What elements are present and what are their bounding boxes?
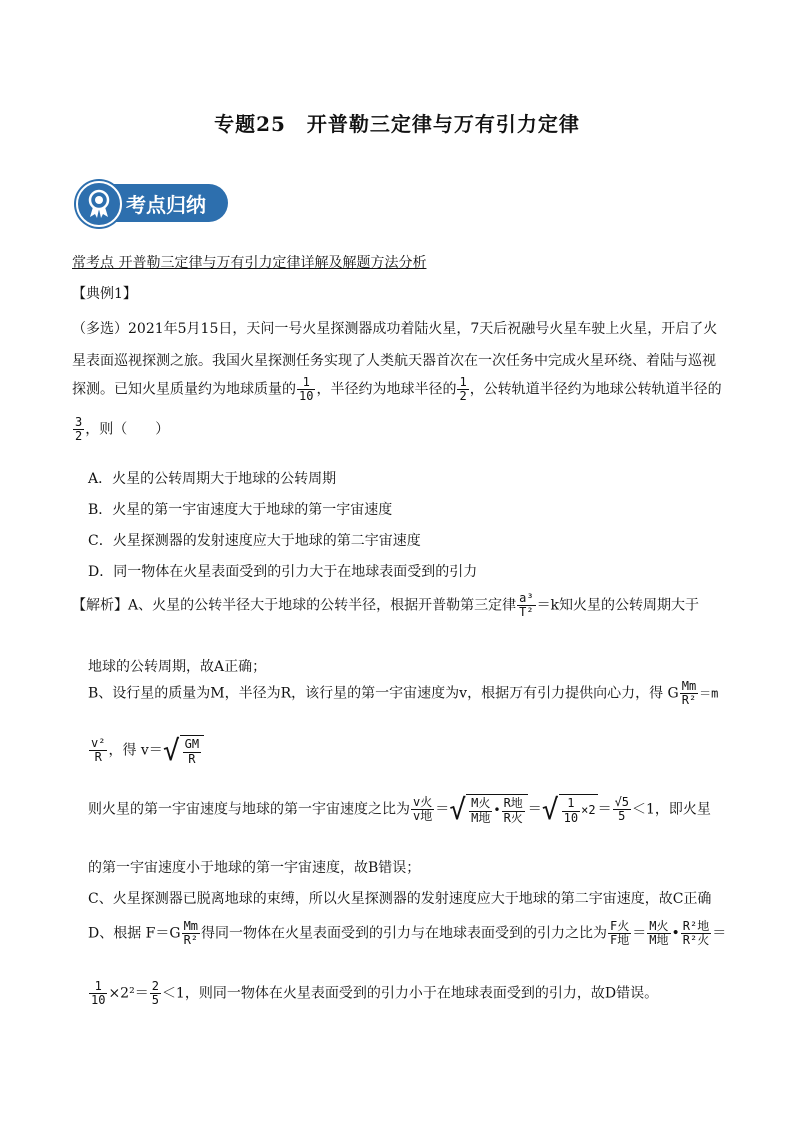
section-banner	[76, 181, 230, 225]
fraction: $\frac{3}{2}$	[75, 415, 83, 444]
option-a: A．火星的公转周期大于地球的公转周期	[88, 471, 337, 487]
analysis-d-line-2: $\frac{1}{10}$ ×2²＝ $\frac{2}{5}$ ＜1，则同一物体在火星表面受到的引力小于在地球表面受到的引力，故D错误。	[91, 979, 659, 1008]
analysis-b-line-4: 的第一宇宙速度小于地球的第一宇宙速度，故B错误；	[88, 860, 421, 876]
analysis-b-line-1: B、设行星的质量为M，半径为R，该行星的第一宇宙速度为v，根据万有引力提供向心力，得 G $\frac{Mm}{\text{R²}}$ ＝m	[88, 679, 719, 708]
option-c: C．火星探测器的发射速度应大于地球的第二宇宙速度	[88, 533, 421, 549]
analysis-a-line-1: 【解析】A、火星的公转半径大于地球的公转半径，根据开普勒第三定律 $\frac{\text{a³}}{\text{T²}}$ ＝k知火星的公转周期大于	[72, 591, 700, 620]
analysis-b-line-3: 则火星的第一宇宙速度与地球的第一宇宙速度之比为 $\frac{\text{v火}}{\text{v地}}$ ＝√ $\frac{\text{M火}}{\text{M地}}$ • $\frac{\text{R地}}{\text{R火}}$ ＝√ $\frac{1}{10}$ ×2 ＝ $\frac{√5}{5}$ ＜1，即火星	[88, 793, 711, 826]
analysis-d-line-1: D、根据 F＝G $\frac{Mm}{\text{R²}}$ 得同一物体在火星表面受到的引力与在地球表面受到的引力之比为 $\frac{\text{F火}}{\text{F地}}$ ＝ $\frac{\text{M火}}{\text{M地}}$ • $\frac{\text{R²地}}{\text{R²火}}$ ＝	[88, 919, 727, 948]
question-line-1: （多选）2021年5月15日，天问一号火星探测器成功着陆火星，7天后祝融号火星车驶上火星，开启了火	[72, 321, 718, 337]
fraction: $\frac{1}{2}$	[459, 375, 467, 404]
fraction: $\frac{1}{10}$	[299, 375, 314, 404]
question-line-4: $\frac{3}{2}$ ，则（ ）	[75, 415, 170, 444]
analysis-b-line-2: $\frac{\text{v²}}{R}$ ，得 v＝√ $\frac{GM}{R}$	[88, 734, 204, 767]
question-line-2: 星表面巡视探测之旅。我国火星探测任务实现了人类航天器首次在一次任务中完成火星环绕、着陆与巡视	[72, 353, 716, 369]
analysis-a-line-2: 地球的公转周期，故A正确；	[88, 659, 267, 675]
award-ribbon-icon	[76, 181, 122, 227]
section-heading: 常考点 开普勒三定律与万有引力定律详解及解题方法分析	[72, 255, 427, 271]
option-b: B．火星的第一宇宙速度大于地球的第一宇宙速度	[88, 502, 393, 518]
option-d: D．同一物体在火星表面受到的引力大于在地球表面受到的引力	[88, 564, 478, 580]
banner-label: 考点归纳	[126, 193, 206, 217]
question-line-3: 探测。已知火星质量约为地球质量的 $\frac{1}{10}$ ，半径约为地球半径的 $\frac{1}{2}$ ，公转轨道半径约为地球公转轨道半径的	[72, 375, 722, 404]
analysis-c-line: C、火星探测器已脱离地球的束缚，所以火星探测器的发射速度应大于地球的第二宇宙速度，故C正确	[88, 891, 712, 907]
page-title: 专题25 开普勒三定律与万有引力定律	[214, 112, 580, 136]
example-label: 【典例1】	[72, 286, 137, 302]
